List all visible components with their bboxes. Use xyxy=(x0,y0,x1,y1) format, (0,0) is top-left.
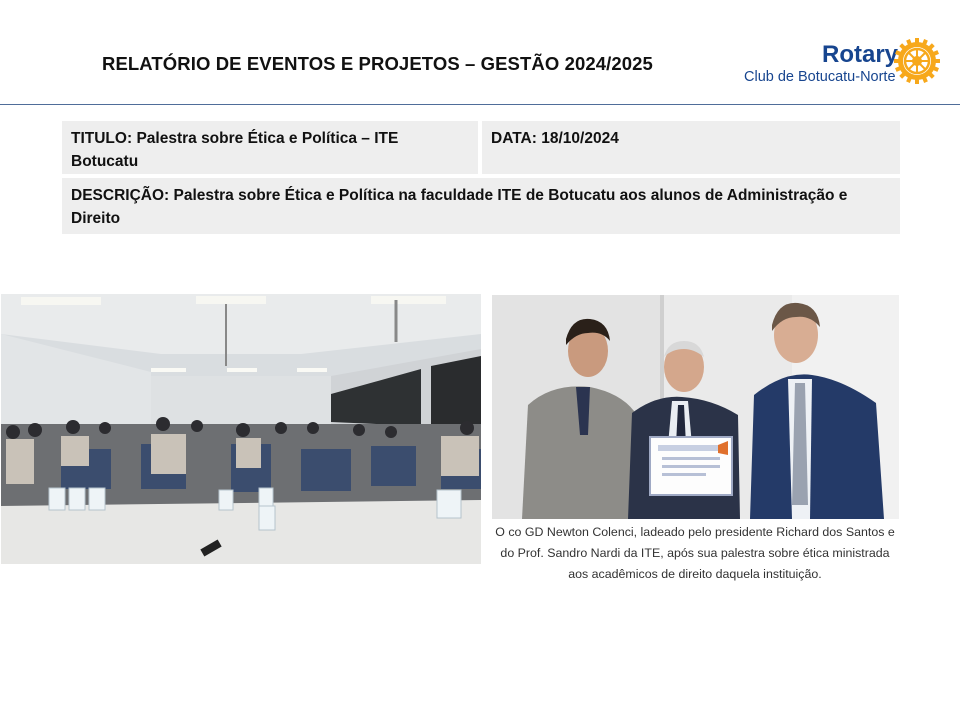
rotary-wordmark: Rotary xyxy=(822,41,899,68)
title-value: Palestra sobre Ética e Política – ITE Botucatu xyxy=(71,130,399,170)
event-info-table xyxy=(62,121,900,238)
header-divider xyxy=(0,104,960,105)
lecture-hall-photo xyxy=(1,294,481,564)
date-cell xyxy=(482,121,900,174)
description-cell xyxy=(62,178,900,234)
date-value: 18/10/2024 xyxy=(541,130,619,147)
club-name: Club de Botucatu-Norte xyxy=(744,69,896,85)
report-title: RELATÓRIO DE EVENTOS E PROJETOS – GESTÃO 2024/2025 xyxy=(102,53,653,74)
certificate-presentation-photo xyxy=(492,295,899,519)
date-label: DATA: xyxy=(491,130,537,147)
photo-caption: O co GD Newton Colenci, ladeado pelo presidente Richard dos Santos e do Prof. Sandro Nardi da ITE, após sua palestra sobre ética ministrada aos acadêmicos de direito daquela instituição. xyxy=(495,525,895,581)
description-label: DESCRIÇÃO: xyxy=(71,187,170,204)
rotary-wheel-icon xyxy=(894,38,940,84)
title-label: TITULO: xyxy=(71,130,133,147)
description-value: Palestra sobre Ética e Política na faculdade ITE de Botucatu aos alunos de Administração e Direito xyxy=(71,187,848,227)
rotary-logo xyxy=(742,38,947,93)
title-cell xyxy=(62,121,478,174)
